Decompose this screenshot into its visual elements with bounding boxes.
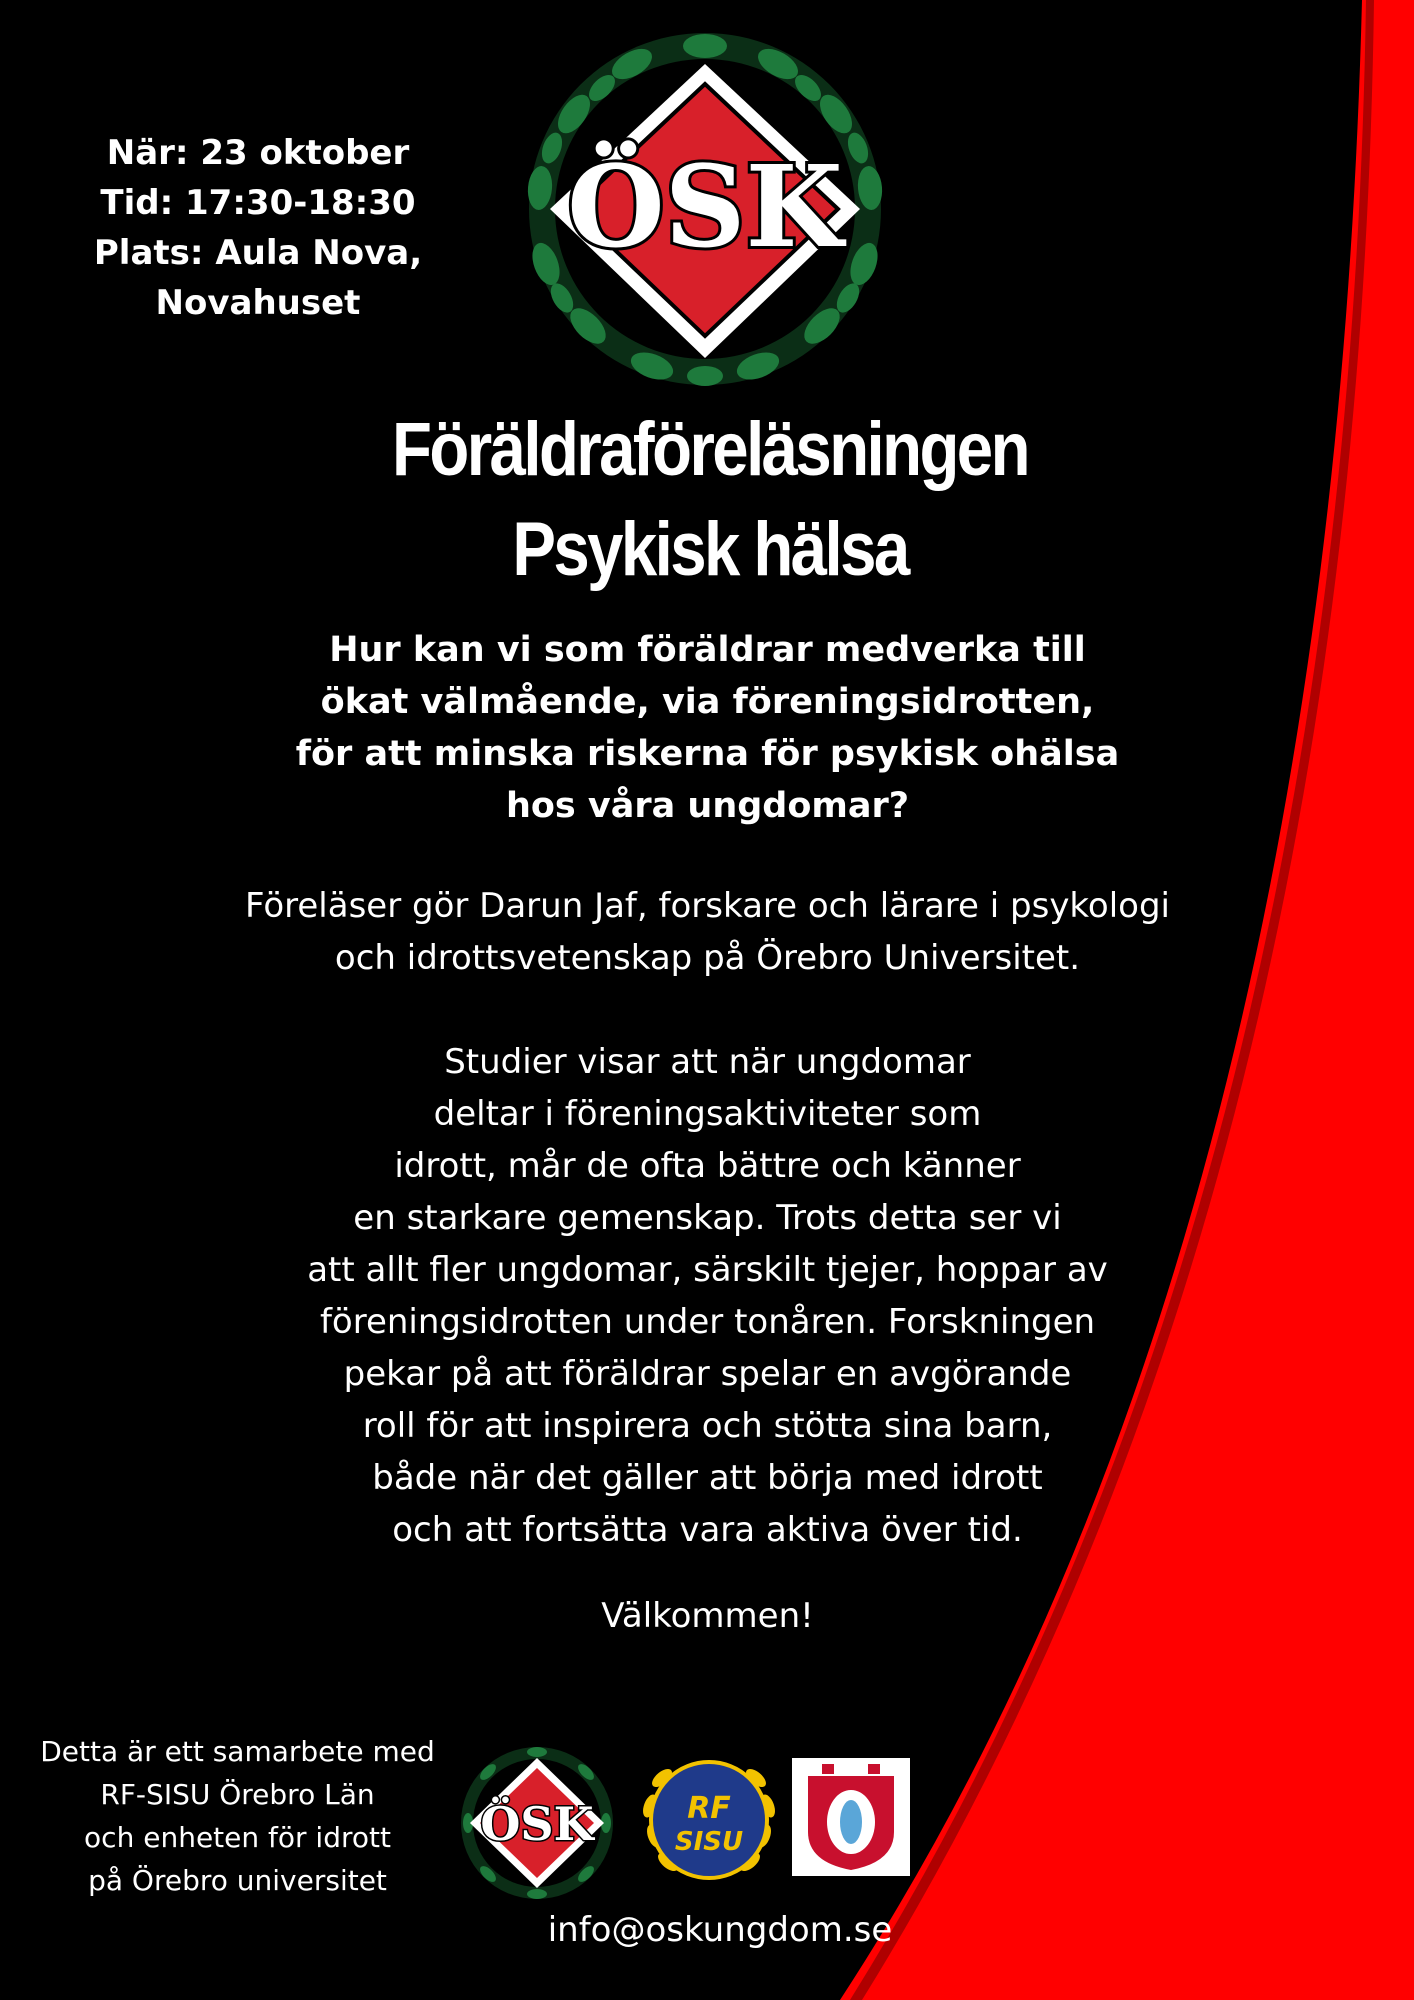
- collab-line: på Örebro universitet: [88, 1864, 387, 1897]
- title-line-2: Psykisk hälsa: [512, 507, 908, 592]
- speaker-line: Föreläser gör Darun Jaf, forskare och lärare i psykologi: [245, 886, 1170, 926]
- welcome-text: Välkommen!: [601, 1596, 814, 1636]
- logo-monogram: ÖSK: [567, 142, 843, 273]
- logo-small-monogram: ÖSK: [480, 1797, 594, 1851]
- osk-logo: [512, 28, 898, 390]
- question-line: hos våra ungdomar?: [505, 786, 910, 826]
- sisu-text: SISU: [674, 1827, 744, 1857]
- lead-question: [250, 624, 1165, 832]
- studies-line: pekar på att föräldrar spelar en avgörande: [343, 1354, 1072, 1394]
- studies-line: och att fortsätta vara aktiva över tid.: [392, 1510, 1023, 1550]
- collab-line: RF-SISU Örebro Län: [100, 1778, 375, 1811]
- event-venue: Novahuset: [155, 283, 361, 323]
- rf-text: RF: [687, 1791, 731, 1826]
- contact-email[interactable]: info@oskungdom.se: [547, 1910, 893, 1950]
- event-info: [78, 128, 438, 328]
- studies-line: deltar i föreningsaktiviteter som: [433, 1094, 982, 1134]
- studies-paragraph: [230, 1036, 1185, 1556]
- event-place: Plats: Aula Nova,: [93, 233, 423, 273]
- speaker-line: och idrottsvetenskap på Örebro Universitet.: [334, 938, 1081, 978]
- studies-line: idrott, mår de ofta bättre och känner: [394, 1146, 1021, 1186]
- studies-line: roll för att inspirera och stötta sina barn,: [362, 1406, 1053, 1446]
- collab-line: Detta är ett samarbete med: [40, 1735, 435, 1768]
- event-date: När: 23 oktober: [106, 133, 410, 173]
- collaboration-note: [20, 1730, 455, 1902]
- event-time: Tid: 17:30-18:30: [100, 183, 416, 223]
- studies-line: föreningsidrotten under tonåren. Forskningen: [319, 1302, 1096, 1342]
- title-line-1: Föräldraföreläsningen: [392, 407, 1028, 492]
- studies-line: Studier visar att när ungdomar: [444, 1042, 971, 1082]
- speaker-info: [180, 880, 1235, 984]
- studies-line: att allt fler ungdomar, särskilt tjejer, hoppar av: [307, 1250, 1108, 1290]
- oru-letter: Ö: [850, 1876, 852, 1877]
- rf-sisu-logo: [628, 1736, 790, 1898]
- question-line: ökat välmående, via föreningsidrotten,: [320, 682, 1095, 722]
- studies-line: en starkare gemenskap. Trots detta ser vi: [353, 1198, 1062, 1238]
- question-line: Hur kan vi som föräldrar medverka till: [329, 630, 1086, 670]
- orebro-university-logo: [792, 1758, 910, 1876]
- studies-line: både när det gäller att börja med idrott: [372, 1458, 1043, 1498]
- collab-line: och enheten för idrott: [84, 1821, 391, 1854]
- osk-logo-small: [458, 1744, 616, 1902]
- question-line: för att minska riskerna för psykisk ohälsa: [295, 734, 1120, 774]
